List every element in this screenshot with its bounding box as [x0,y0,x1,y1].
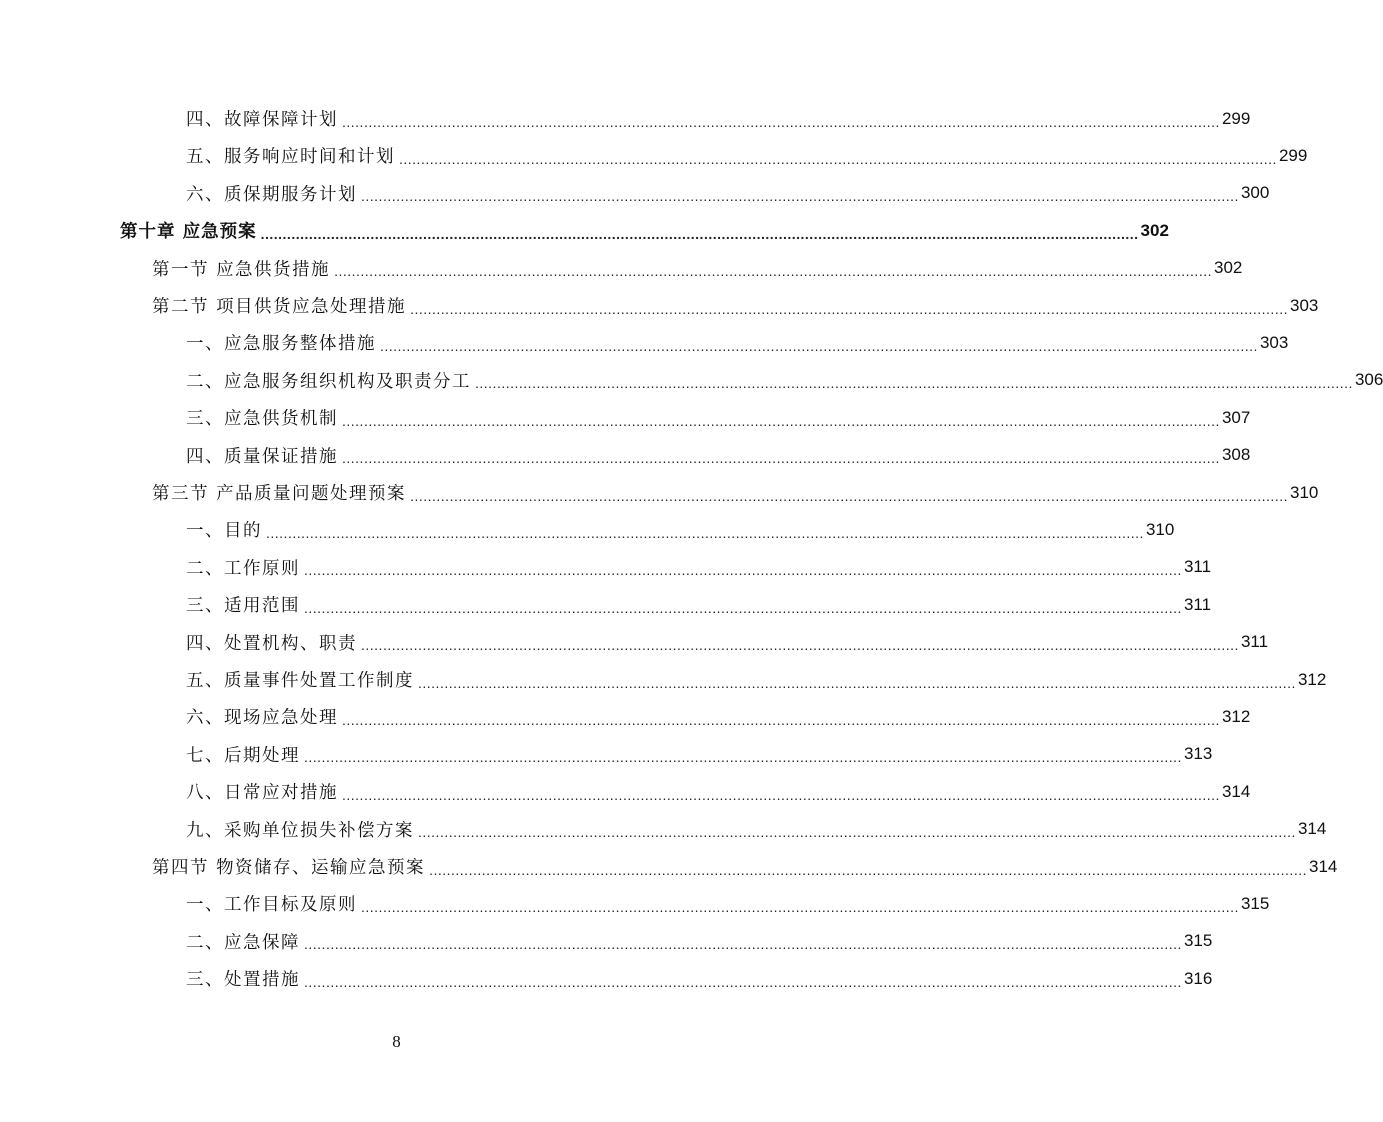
toc-entry-item[interactable] [186,811,1327,848]
toc-entry-label: 二、应急保障 [186,932,300,953]
toc-entry-page: 303 [1290,295,1319,315]
toc-entry-label: 第一节 应急供货措施 [152,259,331,280]
toc-entry-item[interactable] [186,437,1251,474]
toc-entry-label: 四、处置机构、职责 [186,633,357,654]
toc-entry-section[interactable] [152,848,1338,885]
toc-entry-label: 八、日常应对措施 [186,783,338,804]
toc-entry-label: 九、采购单位损失补偿方案 [186,820,414,841]
toc-entry-item[interactable] [186,736,1213,773]
toc-leader-dots: ........................................................................................................................................................................................................ [334,263,1212,280]
toc-entry-item[interactable] [186,399,1251,436]
toc-entry-item[interactable] [186,175,1270,212]
toc-leader-dots: ........................................................................................................................................................................................................ [361,637,1239,654]
toc-entry-page: 316 [1183,968,1213,988]
toc-leader-dots: ........................................................................................................................................................................................................ [342,786,1220,803]
toc-entry-item[interactable] [186,511,1175,548]
toc-leader-dots: ........................................................................................................................................................................................................ [429,861,1307,878]
toc-entry-page: 314 [1309,856,1338,876]
toc-entry-page: 312 [1297,669,1327,689]
toc-leader-dots: ........................................................................................................................................................................................................ [342,113,1220,130]
toc-leader-dots: ........................................................................................................................................................................................................ [266,524,1144,541]
toc-entry-page: 308 [1221,445,1251,465]
toc-entry-label: 五、质量事件处置工作制度 [186,671,414,691]
toc-entry-item[interactable] [186,586,1212,623]
toc-entry-chapter[interactable] [120,212,1169,249]
toc-entry-item[interactable] [186,923,1213,960]
toc-entry-page: 307 [1221,407,1251,427]
toc-entry-section[interactable] [152,250,1243,287]
toc-entry-page: 311 [1240,632,1269,652]
toc-entry-label: 三、适用范围 [186,596,300,617]
toc-leader-dots: ........................................................................................................................................................................................................ [410,487,1288,504]
toc-entry-page: 314 [1297,819,1327,839]
toc-entry-label: 二、应急服务组织机构及职责分工 [186,371,471,392]
toc-entry-label: 一、应急服务整体措施 [186,334,376,355]
toc-leader-dots: ........................................................................................................................................................................................................ [342,412,1220,429]
toc-entry-item[interactable] [186,100,1251,137]
toc-entry-label: 四、质量保证措施 [186,446,338,467]
toc-leader-dots: ........................................................................................................................................................................................................ [260,225,1139,242]
toc-entry-page: 302 [1140,220,1169,240]
toc-leader-dots: ........................................................................................................................................................................................................ [410,300,1288,317]
toc-entry-item[interactable] [186,624,1269,661]
toc-entry-label: 第三节 产品质量问题处理预案 [152,484,407,504]
toc-entry-label: 三、应急供货机制 [186,409,338,430]
toc-entry-section[interactable] [152,287,1319,324]
toc-entry-label: 第四节 物资储存、运输应急预案 [152,858,426,878]
toc-entry-label: 二、工作原则 [186,558,300,579]
toc-entry-label: 五、服务响应时间和计划 [186,147,395,168]
toc-entry-item[interactable] [186,885,1270,922]
toc-entry-page: 299 [1278,145,1308,165]
toc-entry-label: 第二节 项目供货应急处理措施 [152,297,407,317]
page-number: 8 [392,1032,401,1051]
toc-entry-page: 306 [1354,370,1383,390]
toc-leader-dots: ........................................................................................................................................................................................................ [418,824,1296,841]
toc-leader-dots: ........................................................................................................................................................................................................ [304,973,1182,990]
toc-entry-page: 300 [1240,183,1270,203]
toc-entry-label: 四、故障保障计划 [186,110,338,130]
toc-leader-dots: ........................................................................................................................................................................................................ [399,150,1277,167]
toc-entry-label: 一、目的 [186,521,262,542]
toc-entry-item[interactable] [186,324,1289,361]
toc-leader-dots: ........................................................................................................................................................................................................ [380,337,1258,354]
toc-entry-label: 一、工作目标及原则 [186,895,357,916]
toc-entry-label: 六、质保期服务计划 [186,184,357,205]
toc-entry-item[interactable] [186,661,1327,698]
toc-entry-page: 312 [1221,706,1251,726]
toc-leader-dots: ........................................................................................................................................................................................................ [304,936,1182,953]
toc-leader-dots: ........................................................................................................................................................................................................ [361,898,1239,915]
toc-entry-page: 311 [1183,557,1212,577]
toc-entry-item[interactable] [186,362,1383,399]
toc-entry-page: 313 [1183,744,1213,764]
toc-entry-page: 310 [1290,482,1319,502]
toc-entry-item[interactable] [186,549,1212,586]
toc-leader-dots: ........................................................................................................................................................................................................ [342,450,1220,467]
toc-entry-page: 315 [1240,893,1270,913]
toc-leader-dots: ........................................................................................................................................................................................................ [342,711,1220,728]
toc-entry-section[interactable] [152,474,1319,511]
toc-entry-label: 三、处置措施 [186,970,300,991]
toc-leader-dots: ........................................................................................................................................................................................................ [304,562,1182,579]
toc-entry-page: 303 [1259,332,1289,352]
toc-entry-page: 302 [1214,258,1243,278]
toc-entry-item[interactable] [186,698,1251,735]
toc-entry-label: 六、现场应急处理 [186,708,338,729]
toc-entry-item[interactable] [186,773,1251,810]
toc-entry-page: 315 [1183,931,1213,951]
toc-entry-label: 第十章 应急预案 [120,222,257,243]
toc-entry-page: 310 [1145,519,1175,539]
toc-entry-item[interactable] [186,960,1213,997]
toc-leader-dots: ........................................................................................................................................................................................................ [304,749,1182,766]
toc-leader-dots: ........................................................................................................................................................................................................ [304,599,1182,616]
toc-entry-label: 七、后期处理 [186,745,300,766]
toc-entry-page: 314 [1221,781,1251,801]
toc-entry-item[interactable] [186,137,1308,174]
toc-leader-dots: ........................................................................................................................................................................................................ [418,674,1296,691]
toc-entry-page: 299 [1221,108,1251,128]
toc-entry-page: 311 [1183,594,1212,614]
toc-leader-dots: ........................................................................................................................................................................................................ [475,375,1353,392]
toc-leader-dots: ........................................................................................................................................................................................................ [361,188,1239,205]
